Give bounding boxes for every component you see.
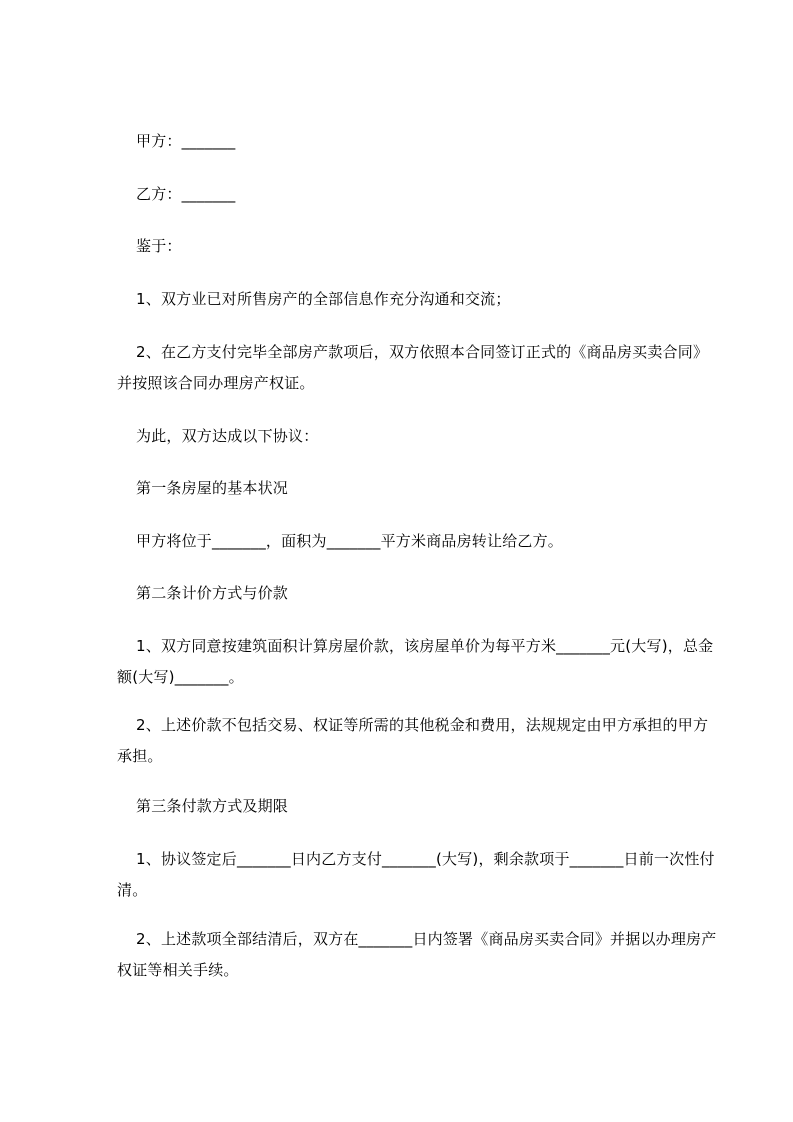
party-b-line: 乙方：_______ [136, 185, 236, 203]
party-a-line: 甲方：_______ [136, 132, 236, 150]
article-3-title: 第三条付款方式及期限 [136, 797, 289, 815]
article-2-title: 第二条计价方式与价款 [136, 584, 289, 602]
article-1-title: 第一条房屋的基本状况 [136, 479, 289, 497]
article-2-item-2: 2、上述价款不包括交易、权证等所需的其他税金和费用，法规规定由甲方承担的甲方承担。 [117, 716, 709, 765]
article-1-body: 甲方将位于_______，面积为_______平方米商品房转让给乙方。 [136, 532, 564, 550]
whereas-item-2: 2、在乙方支付完毕全部房产款项后，双方依照本合同签订正式的《商品房买卖合同》并按照该合同办理房产权证。 [117, 343, 709, 392]
article-2-item-1: 1、双方同意按建筑面积计算房屋价款，该房屋单价为每平方米_______元(大写)，总金额(大写)_______。 [117, 637, 714, 686]
whereas-heading: 鉴于： [136, 237, 182, 255]
agreement-intro: 为此，双方达成以下协议： [136, 427, 319, 445]
article-3-item-2: 2、上述款项全部结清后，双方在_______日内签署《商品房买卖合同》并据以办理房产权证等相关手续。 [117, 930, 717, 979]
whereas-item-1: 1、双方业已对所售房产的全部信息作充分沟通和交流； [136, 290, 511, 308]
article-3-item-1: 1、协议签定后_______日内乙方支付_______(大写)，剩余款项于_______日前一次性付清。 [117, 850, 715, 899]
